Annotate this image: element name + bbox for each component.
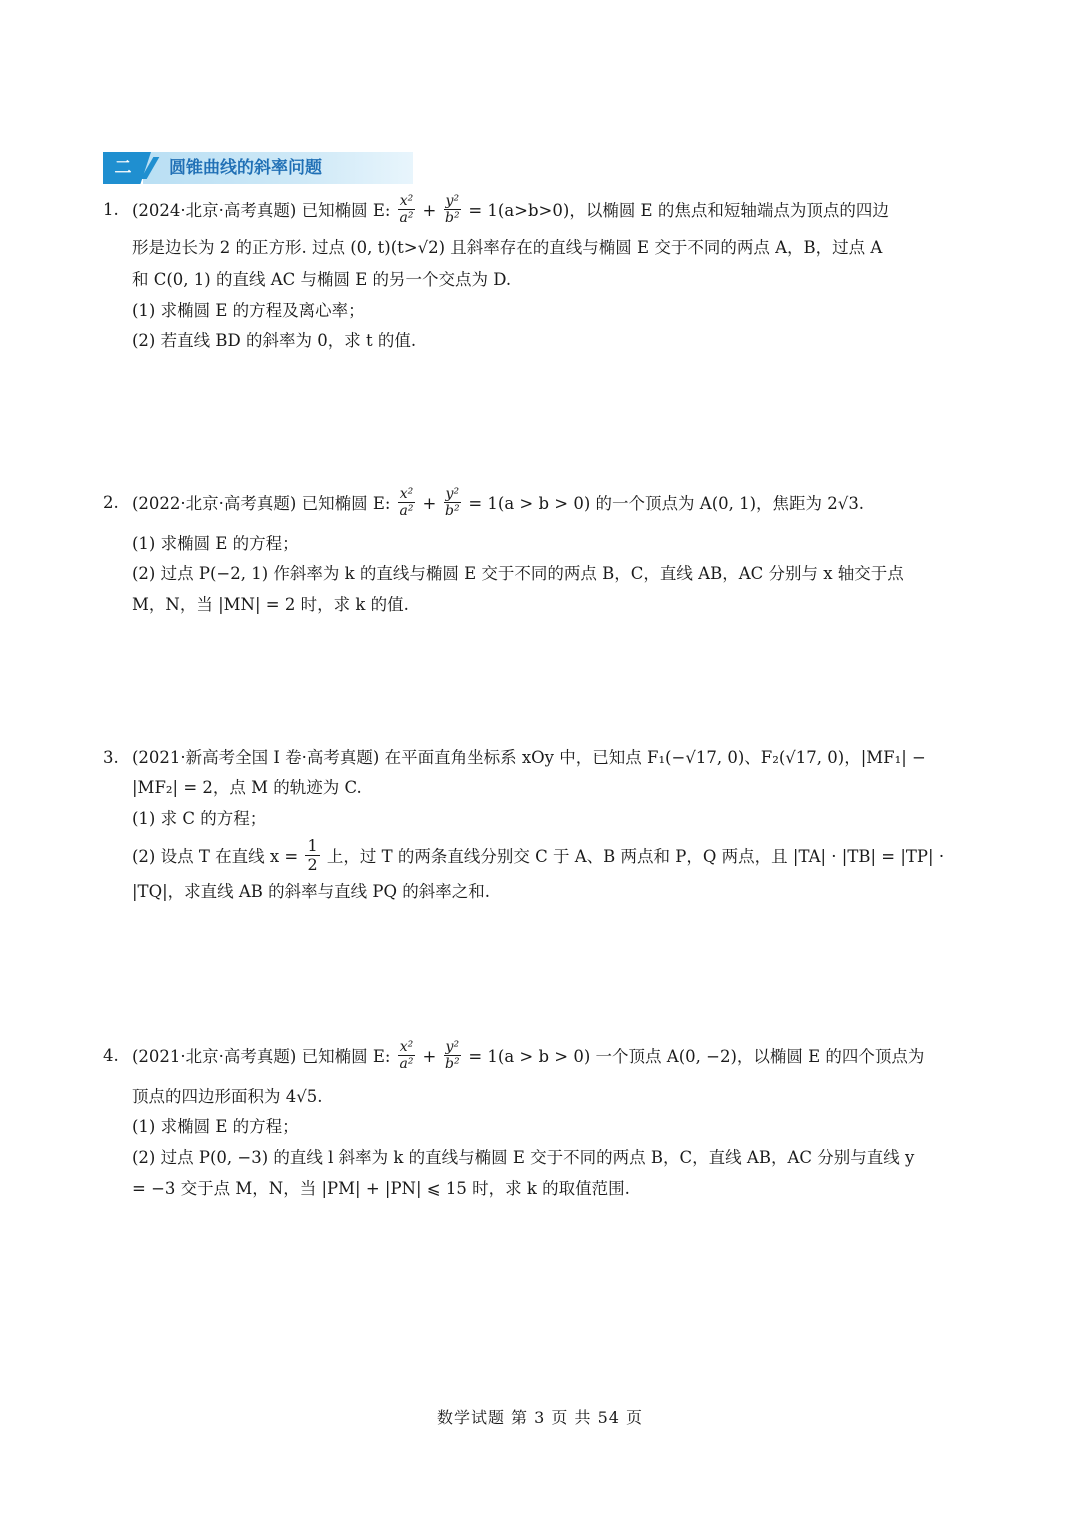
fraction-y2-b2	[444, 486, 462, 519]
plus-sign: +	[417, 201, 442, 220]
problem-number: 3.	[103, 748, 119, 767]
problem-3-line-1: (2021·新高考全国 Ⅰ 卷·高考真题) 在平面直角坐标系 xOy 中，已知点 F₁(−√17, 0)、F₂(√17, 0)，|MF₁| −	[132, 748, 926, 767]
problem-4-line-2: 顶点的四边形面积为 4√5.	[132, 1087, 323, 1106]
problem-number: 1.	[103, 200, 119, 219]
problem-text: = 1(a>b>0)，以椭圆 E 的焦点和短轴端点为顶点的四边	[463, 201, 889, 220]
section-number: 二	[114, 158, 132, 178]
fraction-denominator: a²	[399, 1056, 414, 1072]
problem-text: = 1(a > b > 0) 的一个顶点为 A(0, 1)，焦距为 2√3.	[463, 494, 865, 513]
problem-text: (2021·北京·高考真题) 已知椭圆 E:	[132, 1047, 396, 1066]
fraction-numerator: y²	[445, 486, 460, 502]
problem-1-line-2: 形是边长为 2 的正方形. 过点 (0, t)(t>√2) 且斜率存在的直线与椭圆 E 交于不同的两点 A，B，过点 A	[132, 238, 883, 257]
fraction-denominator: b²	[445, 503, 460, 519]
problem-text: (2) 设点 T 在直线 x =	[132, 847, 304, 866]
problem-4-part-2: (2) 过点 P(0, −3) 的直线 l 斜率为 k 的直线与椭圆 E 交于不同的两点 B，C，直线 AB，AC 分别与直线 y	[132, 1148, 915, 1167]
fraction-numerator: y²	[445, 193, 460, 209]
fraction-x2-a2	[398, 193, 416, 226]
page-footer: 数学试题 第 3 页 共 54 页	[436, 1408, 644, 1427]
fraction-numerator: x²	[399, 486, 414, 502]
section-title: 圆锥曲线的斜率问题	[169, 158, 322, 178]
fraction-denominator: b²	[445, 210, 460, 226]
fraction-denominator: a²	[399, 210, 414, 226]
section-banner	[103, 152, 413, 184]
problem-3-line-2: |MF₂| = 2，点 M 的轨迹为 C.	[132, 778, 362, 797]
problem-text: = 1(a > b > 0) 一个顶点 A(0, −2)，以椭圆 E 的四个顶点为	[463, 1047, 925, 1066]
problem-number: 2.	[103, 493, 119, 512]
problem-2-line-1	[132, 488, 864, 518]
problem-text: (2022·北京·高考真题) 已知椭圆 E:	[132, 494, 396, 513]
problem-4-part-1: (1) 求椭圆 E 的方程；	[132, 1117, 299, 1136]
fraction-numerator: y²	[445, 1039, 460, 1055]
fraction-numerator: x²	[399, 1039, 414, 1055]
fraction-denominator: 2	[307, 855, 318, 874]
problem-number: 4.	[103, 1046, 119, 1065]
problem-4-line-1	[132, 1041, 924, 1071]
fraction-numerator: 1	[307, 836, 318, 855]
problem-1-part-1: (1) 求椭圆 E 的方程及离心率；	[132, 301, 365, 320]
problem-1-part-2: (2) 若直线 BD 的斜率为 0，求 t 的值.	[132, 331, 417, 350]
fraction-denominator: b²	[445, 1056, 460, 1072]
problem-3-part-1: (1) 求 C 的方程；	[132, 809, 267, 828]
problem-2-line-4: M，N，当 |MN| = 2 时，求 k 的值.	[132, 595, 409, 614]
problem-text: (2024·北京·高考真题) 已知椭圆 E:	[132, 201, 396, 220]
problem-2-part-2: (2) 过点 P(−2, 1) 作斜率为 k 的直线与椭圆 E 交于不同的两点 B，C，直线 AB，AC 分别与 x 轴交于点	[132, 564, 904, 583]
problem-text: 上，过 T 的两条直线分别交 C 于 A、B 两点和 P，Q 两点，且 |TA| · |TB| = |TP| ·	[321, 847, 945, 866]
fraction-y2-b2	[444, 1039, 462, 1072]
problem-1-line-1	[132, 195, 889, 225]
problem-1-line-3: 和 C(0, 1) 的直线 AC 与椭圆 E 的另一个交点为 D.	[132, 270, 512, 289]
problem-4-line-5: = −3 交于点 M，N，当 |PM| + |PN| ⩽ 15 时，求 k 的取值范围.	[132, 1179, 630, 1198]
plus-sign: +	[417, 494, 442, 513]
plus-sign: +	[417, 1047, 442, 1066]
fraction-numerator: x²	[399, 193, 414, 209]
fraction-one-half	[305, 837, 319, 874]
problem-3-line-5: |TQ|，求直线 AB 的斜率与直线 PQ 的斜率之和.	[132, 882, 491, 901]
fraction-denominator: a²	[399, 503, 414, 519]
fraction-x2-a2	[398, 1039, 416, 1072]
problem-3-part-2	[132, 836, 945, 874]
problem-2-part-1: (1) 求椭圆 E 的方程；	[132, 534, 299, 553]
fraction-x2-a2	[398, 486, 416, 519]
fraction-y2-b2	[444, 193, 462, 226]
